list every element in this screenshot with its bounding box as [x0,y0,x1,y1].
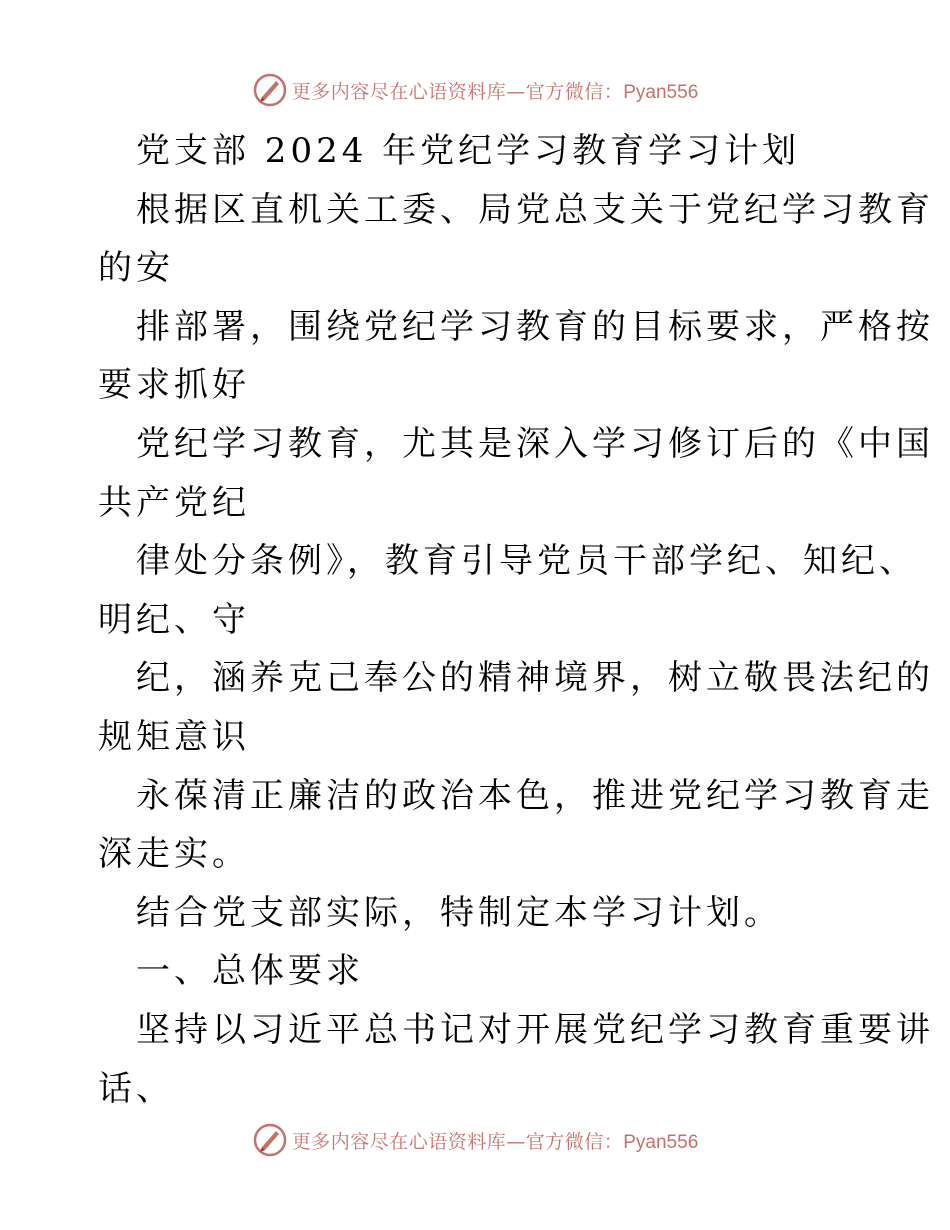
document-body [98,122,934,1118]
doc-title: 党支部 2024 年党纪学习教育学习计划 [136,131,801,171]
paragraph-line: 要求抓好 [98,365,250,406]
paragraph-line: 党纪学习教育，尤其是深入学习修订后的《中国 [136,423,934,464]
paragraph-line: 排部署，围绕党纪学习教育的目标要求，严格按 [136,306,934,347]
paragraph-line: 律处分条例》，教育引导党员干部学纪、知纪、 [136,541,917,582]
paragraph-line: 结合党支部实际，特制定本学习计划。 [136,892,782,933]
section-heading: 一、总体要求 [136,951,364,992]
paragraph-line: 规矩意识 [98,716,250,757]
paragraph-line: 的安 [98,248,174,289]
paragraph-line: 话、 [98,1068,174,1109]
paragraph-line: 共产党纪 [98,482,250,523]
footer-watermark [0,1120,950,1160]
paragraph-line: 明纪、守 [98,599,250,640]
paragraph-line: 根据区直机关工委、局党总支关于党纪学习教育 [136,189,934,230]
watermark-text: 更多内容尽在心语资料库—官方微信：Pyan556 [291,80,699,103]
paragraph-line: 深走实。 [98,834,250,875]
watermark-text: 更多内容尽在心语资料库—官方微信：Pyan556 [291,1130,699,1153]
pen-logo-icon [252,72,288,108]
pen-logo-icon [252,1122,288,1158]
paragraph-line: 纪，涵养克己奉公的精神境界，树立敬畏法纪的 [136,658,934,699]
paragraph-line: 坚持以习近平总书记对开展党纪学习教育重要讲 [136,1009,934,1050]
paragraph-line: 永葆清正廉洁的政治本色，推进党纪学习教育走 [136,775,934,816]
header-watermark [0,70,950,110]
